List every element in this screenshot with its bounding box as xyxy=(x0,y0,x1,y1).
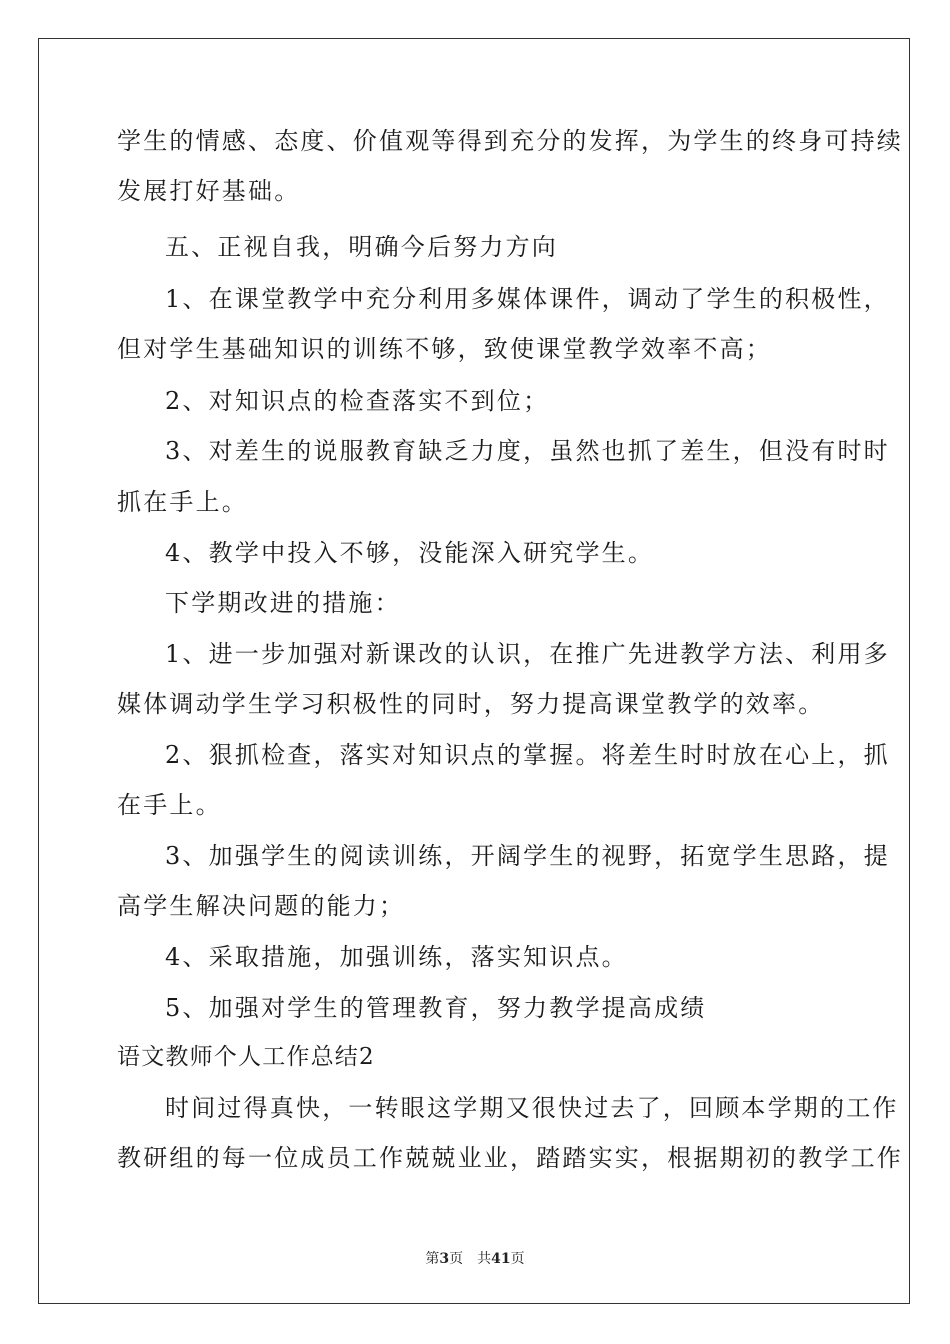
page-number: 3 xyxy=(439,1251,450,1267)
text-line: 时间过得真快，一转眼这学期又很快过去了，回顾本学期的工作 xyxy=(165,1094,899,1122)
text-line: 在手上。 xyxy=(117,791,222,819)
text-line: 媒体调动学生学习积极性的同时，努力提高课堂教学的效率。 xyxy=(117,690,825,718)
text-line: 4、采取措施，加强训练，落实知识点。 xyxy=(165,943,628,971)
article-title: 语文教师个人工作总结2 xyxy=(117,1044,375,1070)
text-line: 学生的情感、态度、价值观等得到充分的发挥，为学生的终身可持续 xyxy=(117,127,903,155)
page-footer xyxy=(0,1248,950,1268)
text-line: 发展打好基础。 xyxy=(117,177,301,205)
text-line: 3、对差生的说服教育缺乏力度，虽然也抓了差生，但没有时时 xyxy=(165,437,890,465)
page-mid: 页 共 xyxy=(449,1251,492,1267)
text-line: 抓在手上。 xyxy=(117,488,248,516)
page-prefix: 第 xyxy=(425,1251,440,1267)
page-total: 41 xyxy=(491,1251,511,1267)
text-line: 下学期改进的措施： xyxy=(165,589,401,617)
section-heading: 五、正视自我，明确今后努力方向 xyxy=(165,233,558,261)
text-line: 但对学生基础知识的训练不够，致使课堂教学效率不高； xyxy=(117,335,772,363)
text-line: 2、对知识点的检查落实不到位； xyxy=(165,387,550,415)
text-line: 高学生解决问题的能力； xyxy=(117,892,406,920)
page-suffix: 页 xyxy=(510,1251,525,1267)
text-line: 3、加强学生的阅读训练，开阔学生的视野，拓宽学生思路，提 xyxy=(165,842,890,870)
text-line: 2、狠抓检查，落实对知识点的掌握。将差生时时放在心上，抓 xyxy=(165,741,890,769)
text-line: 1、进一步加强对新课改的认识，在推广先进教学方法、利用多 xyxy=(165,640,890,668)
text-line: 5、加强对学生的管理教育，努力教学提高成绩 xyxy=(165,994,707,1022)
text-line: 4、教学中投入不够，没能深入研究学生。 xyxy=(165,539,655,567)
text-line: 1、在课堂教学中充分利用多媒体课件，调动了学生的积极性， xyxy=(165,285,890,313)
text-line: 教研组的每一位成员工作兢兢业业，踏踏实实，根据期初的教学工作 xyxy=(117,1144,903,1172)
